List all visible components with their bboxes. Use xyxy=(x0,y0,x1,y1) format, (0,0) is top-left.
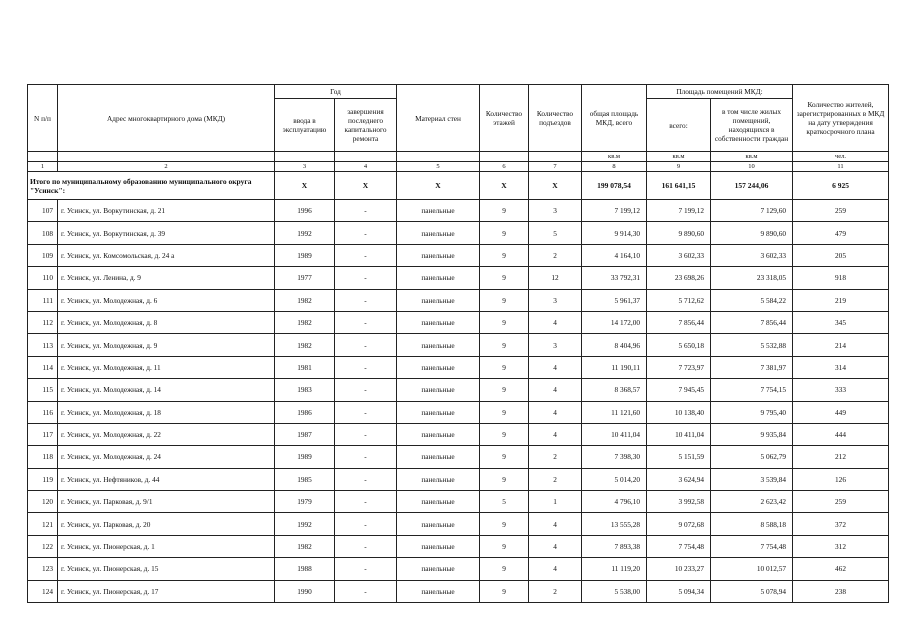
cell-area-private: 5 584,22 xyxy=(711,289,793,311)
cell-row-number: 112 xyxy=(28,311,58,333)
cell-area-private: 3 539,84 xyxy=(711,468,793,490)
header-year-commission: ввода в эксплуатацию xyxy=(275,99,335,152)
cell-floors: 9 xyxy=(480,222,529,244)
cell-floors: 9 xyxy=(480,200,529,222)
cell-year-commission: 1979 xyxy=(275,491,335,513)
cell-area-private: 9 935,84 xyxy=(711,423,793,445)
cell-entrances: 4 xyxy=(529,311,582,333)
total-area-value: 199 078,54 xyxy=(582,172,647,200)
cell-floors: 9 xyxy=(480,401,529,423)
cell-area-total: 9 072,68 xyxy=(647,513,711,535)
cell-entrances: 4 xyxy=(529,423,582,445)
cell-floors: 9 xyxy=(480,423,529,445)
cell-row-number: 120 xyxy=(28,491,58,513)
cell-total-area: 4 164,10 xyxy=(582,244,647,266)
cell-area-private: 7 754,48 xyxy=(711,535,793,557)
cell-address: г. Усинск, ул. Пионерская, д. 1 xyxy=(58,535,275,557)
cell-floors: 9 xyxy=(480,580,529,602)
cell-wall-material: панельные xyxy=(397,491,480,513)
cell-year-commission: 1992 xyxy=(275,222,335,244)
cell-area-private: 5 078,94 xyxy=(711,580,793,602)
cell-year-repair: - xyxy=(335,222,397,244)
table-header xyxy=(28,85,889,172)
units-row xyxy=(28,152,889,162)
cell-year-repair: - xyxy=(335,491,397,513)
cell-area-private: 5 532,88 xyxy=(711,334,793,356)
total-entrances: X xyxy=(529,172,582,200)
cell-total-area: 7 199,12 xyxy=(582,200,647,222)
header-entrances: Количество подъездов xyxy=(529,85,582,152)
column-number: 5 xyxy=(397,162,480,172)
cell-area-private: 7 754,15 xyxy=(711,379,793,401)
cell-row-number: 114 xyxy=(28,356,58,378)
cell-address: г. Усинск, ул. Молодежная, д. 9 xyxy=(58,334,275,356)
header-area-group: Площадь помещений МКД: xyxy=(647,85,793,99)
cell-row-number: 119 xyxy=(28,468,58,490)
total-material: X xyxy=(397,172,480,200)
unit-area-private: кв.м xyxy=(711,152,793,162)
cell-wall-material: панельные xyxy=(397,401,480,423)
cell-year-commission: 1982 xyxy=(275,535,335,557)
cell-address: г. Усинск, ул. Парковая, д. 20 xyxy=(58,513,275,535)
column-number: 4 xyxy=(335,162,397,172)
cell-row-number: 115 xyxy=(28,379,58,401)
cell-residents: 238 xyxy=(793,580,889,602)
cell-area-total: 10 233,27 xyxy=(647,558,711,580)
cell-total-area: 13 555,28 xyxy=(582,513,647,535)
cell-entrances: 2 xyxy=(529,468,582,490)
table-row xyxy=(28,558,889,580)
cell-year-repair: - xyxy=(335,535,397,557)
cell-entrances: 3 xyxy=(529,289,582,311)
cell-wall-material: панельные xyxy=(397,289,480,311)
cell-year-commission: 1986 xyxy=(275,401,335,423)
cell-total-area: 11 119,20 xyxy=(582,558,647,580)
unit-area-total: кв.м xyxy=(647,152,711,162)
cell-total-area: 11 121,60 xyxy=(582,401,647,423)
table-row xyxy=(28,423,889,445)
column-number: 10 xyxy=(711,162,793,172)
cell-wall-material: панельные xyxy=(397,311,480,333)
cell-area-total: 3 992,58 xyxy=(647,491,711,513)
cell-area-total: 10 138,40 xyxy=(647,401,711,423)
cell-floors: 9 xyxy=(480,244,529,266)
cell-residents: 345 xyxy=(793,311,889,333)
cell-entrances: 2 xyxy=(529,580,582,602)
cell-year-commission: 1989 xyxy=(275,244,335,266)
table-body xyxy=(28,172,889,603)
table-row xyxy=(28,244,889,266)
cell-year-commission: 1990 xyxy=(275,580,335,602)
column-number: 8 xyxy=(582,162,647,172)
cell-year-commission: 1987 xyxy=(275,423,335,445)
cell-row-number: 107 xyxy=(28,200,58,222)
cell-area-private: 9 795,40 xyxy=(711,401,793,423)
header-material: Материал стен xyxy=(397,85,480,152)
cell-year-commission: 1992 xyxy=(275,513,335,535)
cell-residents: 259 xyxy=(793,491,889,513)
cell-area-private: 2 623,42 xyxy=(711,491,793,513)
cell-row-number: 109 xyxy=(28,244,58,266)
cell-wall-material: панельные xyxy=(397,334,480,356)
column-number: 6 xyxy=(480,162,529,172)
cell-area-total: 7 723,97 xyxy=(647,356,711,378)
cell-area-private: 23 318,05 xyxy=(711,267,793,289)
cell-floors: 5 xyxy=(480,491,529,513)
cell-floors: 9 xyxy=(480,513,529,535)
cell-area-private: 7 381,97 xyxy=(711,356,793,378)
cell-year-repair: - xyxy=(335,379,397,401)
column-number: 9 xyxy=(647,162,711,172)
cell-floors: 9 xyxy=(480,379,529,401)
column-number: 2 xyxy=(58,162,275,172)
cell-year-repair: - xyxy=(335,200,397,222)
cell-area-private: 9 890,60 xyxy=(711,222,793,244)
table-row xyxy=(28,289,889,311)
table-row xyxy=(28,446,889,468)
cell-wall-material: панельные xyxy=(397,468,480,490)
cell-year-commission: 1982 xyxy=(275,289,335,311)
cell-address: г. Усинск, ул. Молодежная, д. 18 xyxy=(58,401,275,423)
cell-entrances: 4 xyxy=(529,513,582,535)
cell-total-area: 10 411,04 xyxy=(582,423,647,445)
cell-address: г. Усинск, ул. Молодежная, д. 22 xyxy=(58,423,275,445)
cell-year-repair: - xyxy=(335,401,397,423)
cell-total-area: 5 538,00 xyxy=(582,580,647,602)
header-no: N п/п xyxy=(28,85,58,152)
cell-year-commission: 1977 xyxy=(275,267,335,289)
cell-row-number: 121 xyxy=(28,513,58,535)
cell-total-area: 5 961,37 xyxy=(582,289,647,311)
cell-area-private: 5 062,79 xyxy=(711,446,793,468)
column-numbers-row xyxy=(28,162,889,172)
cell-year-commission: 1981 xyxy=(275,356,335,378)
cell-area-total: 7 856,44 xyxy=(647,311,711,333)
cell-year-repair: - xyxy=(335,446,397,468)
cell-residents: 462 xyxy=(793,558,889,580)
cell-address: г. Усинск, ул. Нефтяников, д. 44 xyxy=(58,468,275,490)
cell-total-area: 33 792,31 xyxy=(582,267,647,289)
table-row xyxy=(28,311,889,333)
cell-floors: 9 xyxy=(480,558,529,580)
cell-year-repair: - xyxy=(335,513,397,535)
cell-wall-material: панельные xyxy=(397,244,480,266)
cell-total-area: 5 014,20 xyxy=(582,468,647,490)
cell-year-repair: - xyxy=(335,267,397,289)
cell-wall-material: панельные xyxy=(397,446,480,468)
cell-floors: 9 xyxy=(480,334,529,356)
cell-residents: 214 xyxy=(793,334,889,356)
cell-address: г. Усинск, ул. Молодежная, д. 14 xyxy=(58,379,275,401)
cell-entrances: 2 xyxy=(529,244,582,266)
table-row xyxy=(28,222,889,244)
cell-row-number: 110 xyxy=(28,267,58,289)
cell-residents: 449 xyxy=(793,401,889,423)
cell-address: г. Усинск, ул. Молодежная, д. 6 xyxy=(58,289,275,311)
cell-total-area: 4 796,10 xyxy=(582,491,647,513)
cell-total-area: 8 404,96 xyxy=(582,334,647,356)
cell-floors: 9 xyxy=(480,356,529,378)
cell-address: г. Усинск, ул. Парковая, д. 9/1 xyxy=(58,491,275,513)
cell-floors: 9 xyxy=(480,267,529,289)
column-number: 7 xyxy=(529,162,582,172)
cell-year-commission: 1989 xyxy=(275,446,335,468)
table-row xyxy=(28,401,889,423)
cell-total-area: 9 914,30 xyxy=(582,222,647,244)
cell-area-private: 3 602,33 xyxy=(711,244,793,266)
cell-total-area: 7 893,38 xyxy=(582,535,647,557)
table-row xyxy=(28,200,889,222)
cell-wall-material: панельные xyxy=(397,423,480,445)
cell-total-area: 14 172,00 xyxy=(582,311,647,333)
cell-entrances: 3 xyxy=(529,200,582,222)
unit-total-area: кв.м xyxy=(582,152,647,162)
header-year-repair: завершения последнего капитального ремонта xyxy=(335,99,397,152)
cell-row-number: 122 xyxy=(28,535,58,557)
cell-wall-material: панельные xyxy=(397,200,480,222)
cell-area-private: 7 856,44 xyxy=(711,311,793,333)
cell-address: г. Усинск, ул. Молодежная, д. 8 xyxy=(58,311,275,333)
cell-year-commission: 1982 xyxy=(275,311,335,333)
cell-entrances: 4 xyxy=(529,401,582,423)
cell-area-total: 23 698,26 xyxy=(647,267,711,289)
cell-area-private: 8 588,18 xyxy=(711,513,793,535)
cell-residents: 205 xyxy=(793,244,889,266)
cell-wall-material: панельные xyxy=(397,267,480,289)
cell-entrances: 4 xyxy=(529,558,582,580)
cell-year-commission: 1982 xyxy=(275,334,335,356)
table-row xyxy=(28,513,889,535)
total-label: Итого по муниципальному образованию муниципального округа "Усинск": xyxy=(28,172,275,200)
cell-entrances: 1 xyxy=(529,491,582,513)
cell-area-total: 7 945,45 xyxy=(647,379,711,401)
cell-year-repair: - xyxy=(335,423,397,445)
total-year-repair: X xyxy=(335,172,397,200)
cell-address: г. Усинск, ул. Воркутинская, д. 39 xyxy=(58,222,275,244)
cell-year-repair: - xyxy=(335,311,397,333)
cell-row-number: 117 xyxy=(28,423,58,445)
cell-entrances: 3 xyxy=(529,334,582,356)
cell-entrances: 2 xyxy=(529,446,582,468)
cell-year-repair: - xyxy=(335,244,397,266)
cell-area-private: 10 012,57 xyxy=(711,558,793,580)
cell-wall-material: панельные xyxy=(397,356,480,378)
unit-residents: чел. xyxy=(793,152,889,162)
cell-row-number: 118 xyxy=(28,446,58,468)
header-residents: Количество жителей, зарегистрированных в МКД на дату утверждения краткосрочного плана xyxy=(793,85,889,152)
cell-row-number: 113 xyxy=(28,334,58,356)
column-number: 1 xyxy=(28,162,58,172)
cell-year-commission: 1985 xyxy=(275,468,335,490)
header-area-private: в том числе жилых помещений, находящихся в собственности граждан xyxy=(711,99,793,152)
header-total-area: общая площадь МКД, всего xyxy=(582,85,647,152)
table-row xyxy=(28,356,889,378)
cell-row-number: 116 xyxy=(28,401,58,423)
cell-year-repair: - xyxy=(335,289,397,311)
cell-year-repair: - xyxy=(335,334,397,356)
cell-floors: 9 xyxy=(480,535,529,557)
total-residents: 6 925 xyxy=(793,172,889,200)
table-row xyxy=(28,267,889,289)
cell-residents: 219 xyxy=(793,289,889,311)
table-row xyxy=(28,580,889,602)
cell-wall-material: панельные xyxy=(397,222,480,244)
cell-residents: 314 xyxy=(793,356,889,378)
cell-area-total: 7 199,12 xyxy=(647,200,711,222)
cell-year-repair: - xyxy=(335,356,397,378)
cell-area-total: 5 094,34 xyxy=(647,580,711,602)
cell-row-number: 111 xyxy=(28,289,58,311)
total-year-commission: X xyxy=(275,172,335,200)
housing-table xyxy=(27,84,889,603)
cell-area-total: 5 650,18 xyxy=(647,334,711,356)
header-area-total: всего: xyxy=(647,99,711,152)
cell-address: г. Усинск, ул. Ленина, д. 9 xyxy=(58,267,275,289)
cell-floors: 9 xyxy=(480,446,529,468)
cell-area-total: 5 712,62 xyxy=(647,289,711,311)
cell-residents: 479 xyxy=(793,222,889,244)
cell-row-number: 123 xyxy=(28,558,58,580)
cell-area-total: 7 754,48 xyxy=(647,535,711,557)
cell-entrances: 5 xyxy=(529,222,582,244)
header-address: Адрес многоквартирного дома (МКД) xyxy=(58,85,275,152)
cell-entrances: 4 xyxy=(529,535,582,557)
cell-area-total: 3 624,94 xyxy=(647,468,711,490)
cell-address: г. Усинск, ул. Воркутинская, д. 21 xyxy=(58,200,275,222)
cell-area-total: 9 890,60 xyxy=(647,222,711,244)
cell-residents: 212 xyxy=(793,446,889,468)
cell-address: г. Усинск, ул. Молодежная, д. 24 xyxy=(58,446,275,468)
cell-residents: 333 xyxy=(793,379,889,401)
cell-area-total: 3 602,33 xyxy=(647,244,711,266)
cell-wall-material: панельные xyxy=(397,379,480,401)
cell-year-commission: 1996 xyxy=(275,200,335,222)
cell-residents: 372 xyxy=(793,513,889,535)
column-number: 3 xyxy=(275,162,335,172)
cell-residents: 918 xyxy=(793,267,889,289)
header-floors: Количество этажей xyxy=(480,85,529,152)
cell-entrances: 4 xyxy=(529,356,582,378)
cell-year-commission: 1988 xyxy=(275,558,335,580)
cell-area-total: 10 411,04 xyxy=(647,423,711,445)
cell-year-repair: - xyxy=(335,580,397,602)
cell-address: г. Усинск, ул. Молодежная, д. 11 xyxy=(58,356,275,378)
cell-area-total: 5 151,59 xyxy=(647,446,711,468)
column-number: 11 xyxy=(793,162,889,172)
cell-residents: 312 xyxy=(793,535,889,557)
cell-row-number: 108 xyxy=(28,222,58,244)
cell-residents: 126 xyxy=(793,468,889,490)
cell-wall-material: панельные xyxy=(397,535,480,557)
cell-residents: 259 xyxy=(793,200,889,222)
cell-year-commission: 1983 xyxy=(275,379,335,401)
cell-wall-material: панельные xyxy=(397,513,480,535)
total-area-all: 161 641,15 xyxy=(647,172,711,200)
cell-address: г. Усинск, ул. Комсомольская, д. 24 а xyxy=(58,244,275,266)
total-area-private: 157 244,06 xyxy=(711,172,793,200)
cell-year-repair: - xyxy=(335,558,397,580)
cell-address: г. Усинск, ул. Пионерская, д. 15 xyxy=(58,558,275,580)
table-row xyxy=(28,491,889,513)
total-row xyxy=(28,172,889,200)
cell-total-area: 8 368,57 xyxy=(582,379,647,401)
total-floors: X xyxy=(480,172,529,200)
cell-entrances: 12 xyxy=(529,267,582,289)
cell-floors: 9 xyxy=(480,289,529,311)
table-row xyxy=(28,535,889,557)
table-row xyxy=(28,379,889,401)
cell-wall-material: панельные xyxy=(397,558,480,580)
table-row xyxy=(28,468,889,490)
cell-total-area: 7 398,30 xyxy=(582,446,647,468)
cell-residents: 444 xyxy=(793,423,889,445)
cell-area-private: 7 129,60 xyxy=(711,200,793,222)
table-row xyxy=(28,334,889,356)
header-year-group: Год xyxy=(275,85,397,99)
cell-entrances: 4 xyxy=(529,379,582,401)
cell-row-number: 124 xyxy=(28,580,58,602)
cell-total-area: 11 190,11 xyxy=(582,356,647,378)
cell-address: г. Усинск, ул. Пионерская, д. 17 xyxy=(58,580,275,602)
cell-year-repair: - xyxy=(335,468,397,490)
cell-wall-material: панельные xyxy=(397,580,480,602)
housing-table-document xyxy=(27,84,888,603)
cell-floors: 9 xyxy=(480,311,529,333)
cell-floors: 9 xyxy=(480,468,529,490)
